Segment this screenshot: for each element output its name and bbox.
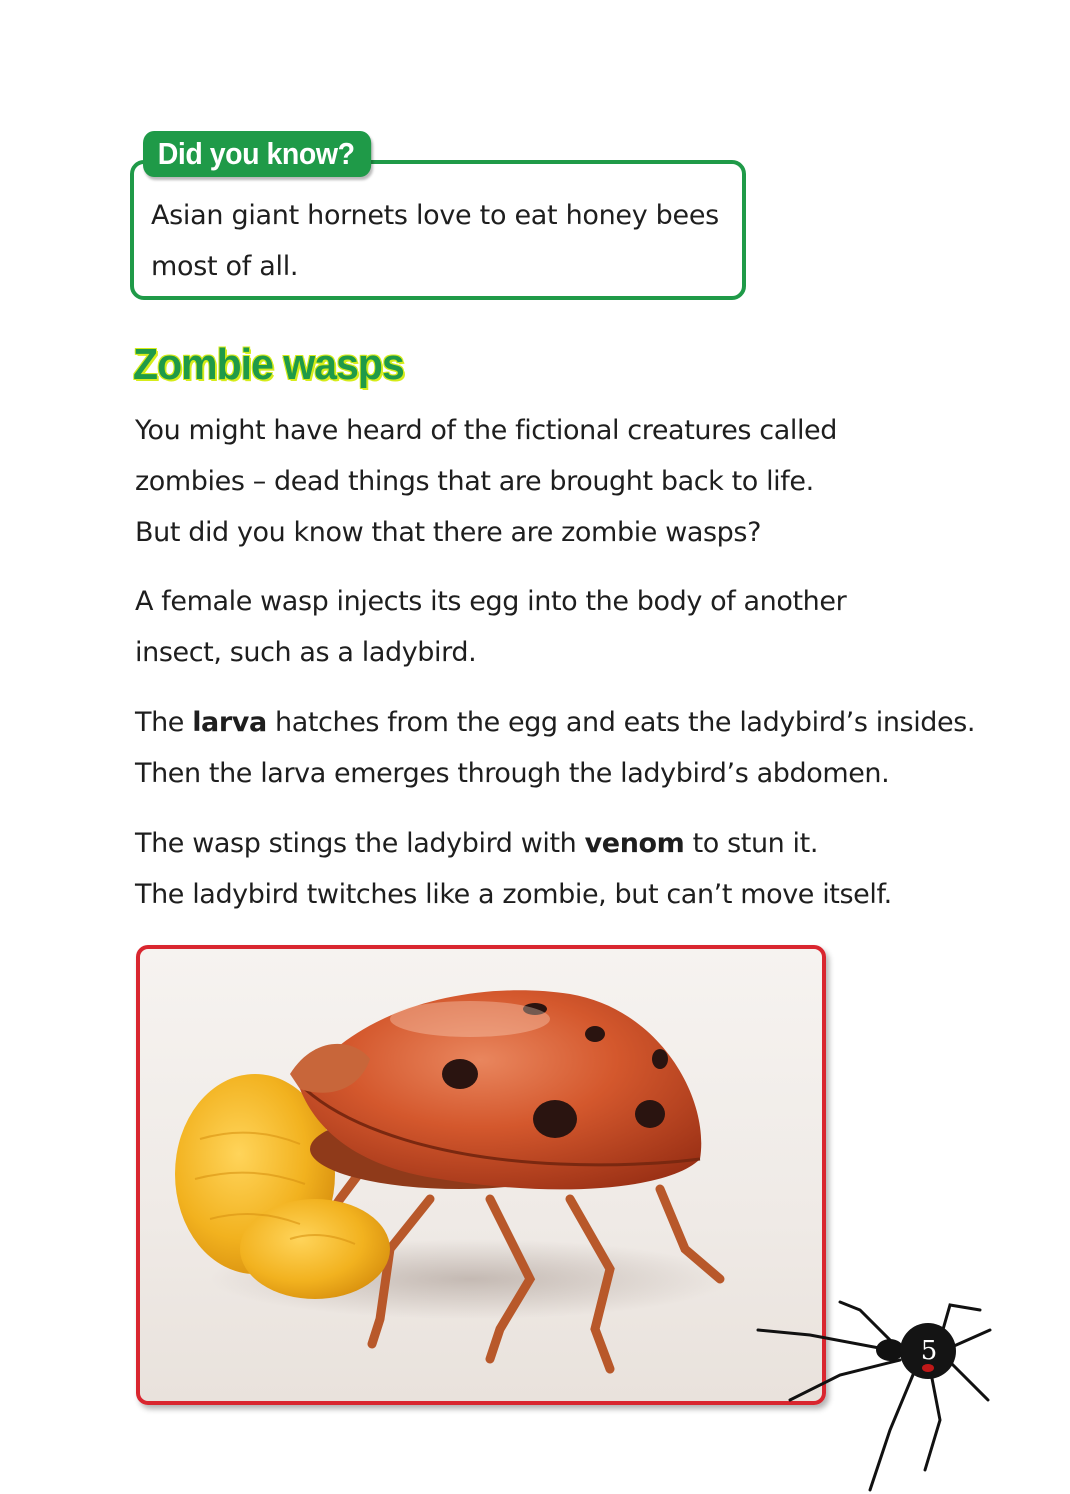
black-widow-spider-icon <box>750 1290 1000 1494</box>
glossary-term-venom: venom <box>584 828 685 859</box>
ladybird-with-wasp-larva-illustration <box>140 949 826 1405</box>
paragraph-line <box>135 818 955 869</box>
did-you-know-line: most of all. <box>151 251 299 282</box>
did-you-know-title: Did you know? <box>143 131 371 177</box>
paragraph-line: The ladybird twitches like a zombie, but can’t move itself. <box>135 879 892 910</box>
did-you-know-line: Asian giant hornets love to eat honey bees <box>151 200 719 231</box>
paragraph-line: You might have heard of the fictional creatures called <box>135 415 838 446</box>
paragraph-intro <box>135 405 955 558</box>
text-run: hatches from the egg and eats the ladybird’s insides. <box>266 707 976 738</box>
paragraph-egg <box>135 576 955 678</box>
text-run: to stun it. <box>684 828 819 859</box>
glossary-term-larva: larva <box>192 707 267 738</box>
ladybird-photo <box>136 945 826 1405</box>
paragraph-larva <box>135 697 976 799</box>
paragraph-line: Then the larva emerges through the ladybird’s abdomen. <box>135 758 890 789</box>
paragraph-line: But did you know that there are zombie wasps? <box>135 517 762 548</box>
paragraph-venom <box>135 818 955 920</box>
section-heading: Zombie wasps <box>133 340 404 389</box>
text-run: The wasp stings the ladybird with <box>135 828 585 859</box>
paragraph-line: insect, such as a ladybird. <box>135 637 477 668</box>
paragraph-line <box>135 697 976 748</box>
page-number: 5 <box>920 1336 938 1366</box>
did-you-know-text <box>151 190 741 292</box>
text-run: The <box>135 707 193 738</box>
paragraph-line: A female wasp injects its egg into the body of another <box>135 586 847 617</box>
paragraph-line: zombies – dead things that are brought back to life. <box>135 466 814 497</box>
